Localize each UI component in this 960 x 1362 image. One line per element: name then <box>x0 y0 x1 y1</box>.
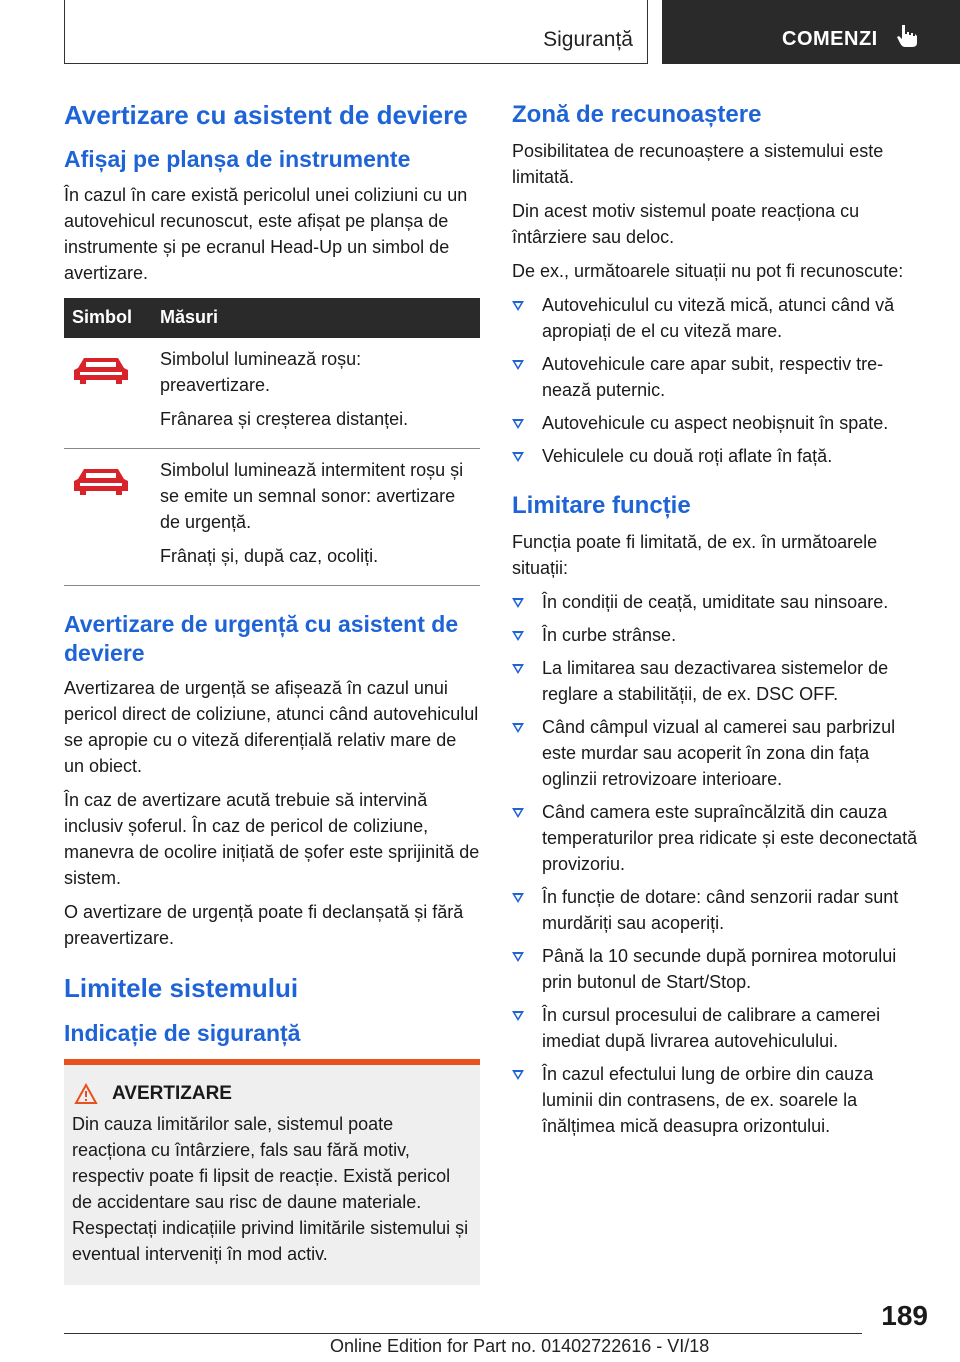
warning-heading <box>74 1083 472 1105</box>
bullet-triangle-icon <box>512 631 524 641</box>
table-cell-measures <box>152 448 480 585</box>
paragraph: O avertizare de urgență poate fi declanșată și fără preavertizare. <box>64 902 464 949</box>
list-item: Când câmpul vizual al camerei sau parbrizul este murdar sau acoperit în zona din fața oglinzii retrovizoare interioare. <box>512 714 926 792</box>
table-cell-symbol <box>64 338 152 449</box>
table-header-symbol: Simbol <box>64 298 152 338</box>
header-tab[interactable] <box>662 0 960 64</box>
red-car-icon <box>72 352 130 388</box>
bullet-triangle-icon <box>512 598 524 608</box>
paragraph: Avertizarea de urgență se afișează în cazul unui pericol direct de coliziune, atunci când autovehiculul se apropie cu o viteză diferențială relativ mare de un obiect. <box>64 678 479 777</box>
header-section-label: Siguranță <box>543 28 633 51</box>
table-cell-measures <box>152 338 480 449</box>
bullet-triangle-icon <box>512 893 524 903</box>
section-title: Avertizare cu asistent de deviere <box>64 100 468 130</box>
section-title: Limitele sistemului <box>64 973 299 1004</box>
paragraph: În caz de avertizare acută trebuie să intervină inclusiv șoferul. În caz de pericol de coliziune, manevra de ocolire inițiată de șofer este sprijinită de sistem. <box>64 790 480 889</box>
table-header-measures: Măsuri <box>152 298 480 338</box>
bullet-triangle-icon <box>512 301 524 311</box>
bullet-triangle-icon <box>512 360 524 370</box>
table-row <box>64 338 480 449</box>
subsection-title: Avertizare de urgență cu asistent de deviere <box>64 610 459 666</box>
warning-box <box>64 1059 480 1285</box>
row-line: Frânați și, după caz, ocoliți. <box>160 545 379 566</box>
page-number: 189 <box>881 1300 928 1331</box>
list-item: În funcție de dotare: când senzorii radar sunt murdăriți sau acoperiți. <box>512 884 926 936</box>
paragraph: Din acest motiv sistemul poate reacționa cu întârziere sau deloc. <box>512 201 860 247</box>
paragraph: Funcția poate fi limitată, de ex. în următoarele situații: <box>512 532 878 578</box>
list-item: Când camera este supraîncălzită din cauza temperaturilor prea ridicate și este deconectată provizoriu. <box>512 799 926 877</box>
warning-triangle-icon <box>74 1083 98 1105</box>
header-section-box <box>64 0 648 64</box>
list-item: La limitarea sau dezactivarea sistemelor de reglare a stabilității, de ex. DSC OFF. <box>512 655 926 707</box>
warning-title: AVERTIZARE <box>112 1083 232 1105</box>
list-item: În cursul procesului de calibrare a camerei imediat după livrarea autovehiculului. <box>512 1002 926 1054</box>
bullet-triangle-icon <box>512 419 524 429</box>
right-column <box>512 100 926 1147</box>
list-item: Autovehicule cu aspect neobișnuit în spate. <box>512 410 926 436</box>
row-line: Simbolul luminează roșu: preavertizare. <box>160 348 362 395</box>
paragraph: Posibilitatea de recunoaștere a sistemului este limitată. <box>512 141 884 187</box>
bullet-triangle-icon <box>512 452 524 462</box>
bullet-triangle-icon <box>512 723 524 733</box>
bullet-list <box>512 292 926 469</box>
pointing-hand-icon <box>896 24 918 48</box>
left-column <box>64 100 480 1285</box>
list-item: În curbe strânse. <box>512 622 926 648</box>
table-cell-symbol <box>64 448 152 585</box>
list-item: Până la 10 secunde după pornirea motorului prin butonul de Start/Stop. <box>512 943 926 995</box>
bullet-triangle-icon <box>512 664 524 674</box>
list-item: Vehiculele cu două roți aflate în față. <box>512 443 926 469</box>
bullet-triangle-icon <box>512 952 524 962</box>
subsection-title: Zonă de recunoaștere <box>512 101 762 128</box>
subsection-title: Limitare funcție <box>512 492 691 519</box>
footer-edition: Online Edition for Part no. 01402722616 - VI/18 <box>330 1336 710 1356</box>
list-item: În cazul efectului lung de orbire din cauza luminii din contrasens, de ex. soarele la înălțimea mică deasupra orizontului. <box>512 1061 926 1139</box>
bullet-triangle-icon <box>512 1011 524 1021</box>
footer-divider <box>64 1333 862 1334</box>
paragraph: De ex., următoarele situații nu pot fi recunoscute: <box>512 261 904 281</box>
list-item: Autovehiculul cu viteză mică, atunci când vă apropiați de el cu viteză mare. <box>512 292 926 344</box>
row-line: Simbolul luminează intermitent roșu și se emite un semnal sonor: avertizare de urgență. <box>160 459 464 532</box>
symbol-table <box>64 298 480 586</box>
row-line: Frânarea și creșterea distanței. <box>160 408 409 429</box>
paragraph: În cazul în care există pericolul unei coliziuni cu un autovehicul recunoscut, este afișat pe planșa de instrumente și pe ecranul Head-Up un simbol de avertizare. <box>64 184 468 283</box>
list-item: În condiții de ceață, umiditate sau ninsoare. <box>512 589 926 615</box>
warning-text: Din cauza limitărilor sale, sistemul poate reacționa cu întârziere, fals sau fără motiv, respectiv poate fi lipsit de reacție. Există pericol de accidentare sau risc de daune materiale. Respectați indicațiile privind limitările sistemului și eventual interveniți în mod activ. <box>72 1114 469 1265</box>
table-row <box>64 448 480 585</box>
bullet-list <box>512 589 926 1139</box>
subsection-title: Indicație de siguranță <box>64 1019 301 1046</box>
bullet-triangle-icon <box>512 1070 524 1080</box>
bullet-triangle-icon <box>512 808 524 818</box>
subsection-title: Afișaj pe planșa de instrumente <box>64 146 411 173</box>
header-tab-label: COMENZI <box>782 28 878 50</box>
red-car-icon <box>72 463 130 499</box>
list-item: Autovehicule care apar subit, respectiv trenează puternic. <box>512 351 926 403</box>
